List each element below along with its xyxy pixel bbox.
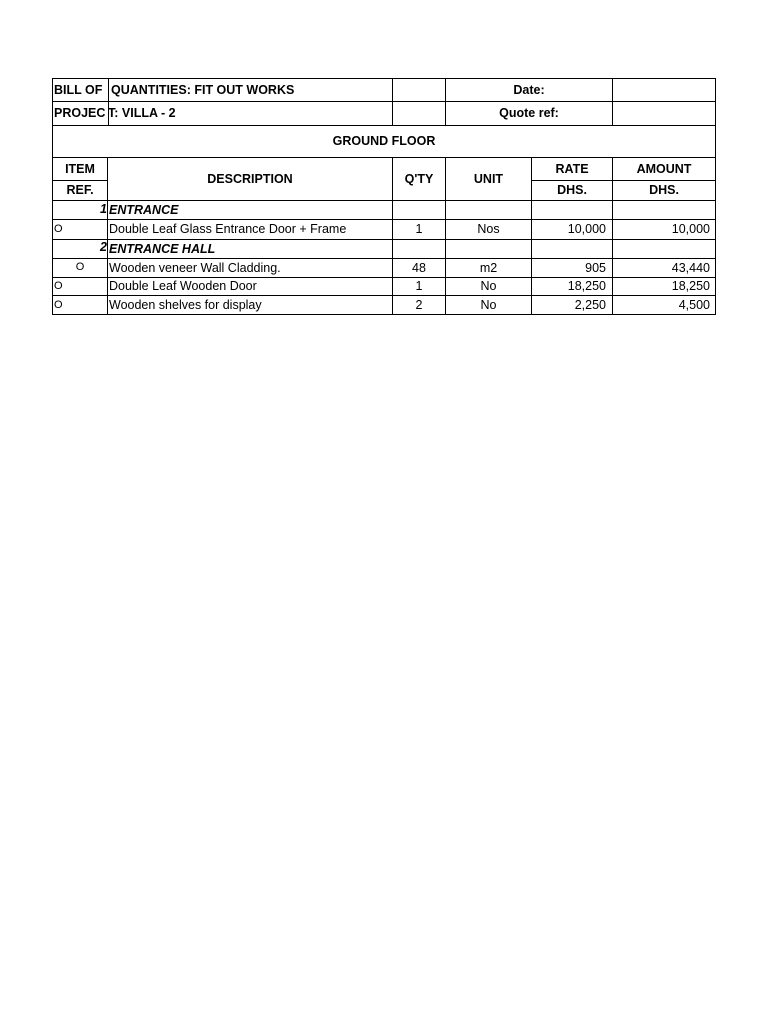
item-unit: Nos xyxy=(477,222,500,237)
item-amount: 4,500 xyxy=(678,297,710,312)
col-description: DESCRIPTION xyxy=(207,171,293,186)
grid-line xyxy=(612,78,613,126)
item-qty: 1 xyxy=(415,279,423,294)
col-amount: AMOUNT xyxy=(636,161,692,176)
section-title: GROUND FLOOR xyxy=(332,134,436,149)
title-part1: BILL OF xyxy=(54,82,103,97)
col-unit: UNIT xyxy=(473,171,504,186)
date-value[interactable] xyxy=(614,79,714,101)
item-qty: 1 xyxy=(415,222,423,237)
item-qty: 2 xyxy=(415,297,423,312)
date-label: Date: xyxy=(513,82,545,97)
item-qty: 48 xyxy=(412,260,426,275)
grid-line xyxy=(52,314,716,315)
project-part1: PROJEC xyxy=(54,106,106,121)
item-amount: 18,250 xyxy=(671,279,710,294)
item-rate: 18,250 xyxy=(567,279,606,294)
project-part2: T: VILLA - 2 xyxy=(108,106,176,121)
title-part2: QUANTITIES: FIT OUT WORKS xyxy=(111,82,295,97)
item-amount: 43,440 xyxy=(671,260,710,275)
item-rate: 10,000 xyxy=(567,222,606,237)
item-bullet: O xyxy=(75,261,85,273)
col-amount-currency: DHS. xyxy=(649,183,679,198)
item-unit: m2 xyxy=(479,260,498,275)
item-rate: 2,250 xyxy=(574,297,606,312)
grid-line xyxy=(392,78,393,126)
item-description: Double Leaf Glass Entrance Door + Frame xyxy=(109,222,347,237)
col-rate-currency: DHS. xyxy=(557,183,587,198)
group-number: 1 xyxy=(100,202,107,217)
item-bullet: O xyxy=(54,280,63,292)
grid-line xyxy=(715,78,716,315)
item-rate: 905 xyxy=(585,260,606,275)
item-unit: No xyxy=(480,279,497,294)
col-qty: Q'TY xyxy=(404,171,434,186)
col-item: ITEM xyxy=(65,161,95,176)
item-unit: No xyxy=(480,297,497,312)
quote-ref-label: Quote ref: xyxy=(499,106,559,121)
item-bullet: O xyxy=(54,298,63,311)
group-title: ENTRANCE HALL xyxy=(109,241,216,256)
item-description: Double Leaf Wooden Door xyxy=(109,279,257,294)
col-rate: RATE xyxy=(555,161,589,176)
item-amount: 10,000 xyxy=(671,222,710,237)
group-title: ENTRANCE xyxy=(109,202,179,217)
col-ref: REF. xyxy=(66,183,94,198)
group-number: 2 xyxy=(100,240,107,255)
quote-ref-value[interactable] xyxy=(614,102,714,125)
item-bullet: O xyxy=(54,223,63,235)
item-description: Wooden veneer Wall Cladding. xyxy=(109,260,281,275)
item-description: Wooden shelves for display xyxy=(109,297,262,312)
